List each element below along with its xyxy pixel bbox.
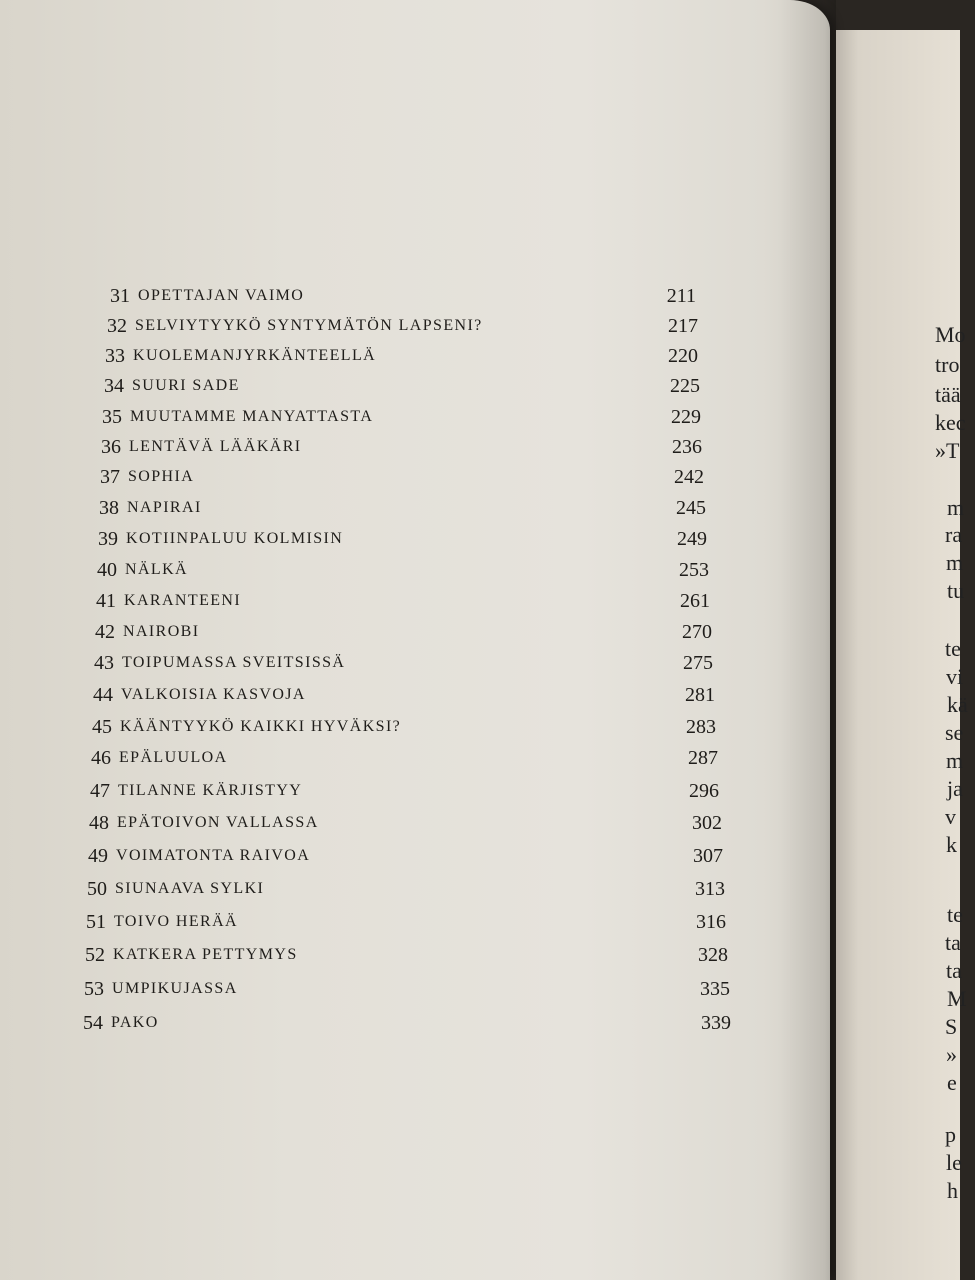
toc-entry bbox=[80, 652, 720, 682]
chapter-number: 47 bbox=[90, 780, 110, 802]
page-number: 211 bbox=[666, 285, 696, 307]
page-number: 242 bbox=[674, 466, 704, 488]
chapter-number: 49 bbox=[88, 845, 108, 867]
chapter-number: 39 bbox=[98, 528, 118, 550]
toc-entry bbox=[85, 497, 725, 527]
page-number: 245 bbox=[676, 497, 706, 519]
page-number: 287 bbox=[688, 747, 718, 769]
toc-entry bbox=[84, 528, 724, 558]
facing-page-fragment: m bbox=[947, 495, 965, 520]
chapter-title: MUUTAMME MANYATTASTA bbox=[130, 408, 374, 425]
toc-entry bbox=[79, 684, 719, 714]
chapter-title: VOIMATONTA RAIVOA bbox=[116, 847, 311, 864]
facing-page-fragment: m bbox=[946, 748, 964, 773]
chapter-number: 33 bbox=[105, 345, 125, 367]
facing-page-fragment: tu bbox=[947, 578, 965, 603]
chapter-number: 35 bbox=[102, 406, 122, 428]
toc-entry bbox=[73, 878, 725, 908]
chapter-number: 43 bbox=[94, 652, 114, 674]
toc-entry bbox=[70, 978, 730, 1008]
facing-page-fragment: te bbox=[945, 636, 961, 661]
page-number: 283 bbox=[686, 716, 716, 738]
toc-entry bbox=[86, 466, 726, 496]
page-number: 281 bbox=[685, 684, 715, 706]
chapter-title: SOPHIA bbox=[128, 468, 195, 485]
facing-page-fragment: S bbox=[945, 1014, 958, 1039]
page-number: 302 bbox=[692, 812, 722, 834]
chapter-title: KARANTEENI bbox=[124, 592, 242, 609]
chapter-number: 54 bbox=[83, 1012, 103, 1034]
toc-entry bbox=[78, 716, 718, 746]
chapter-number: 31 bbox=[110, 285, 130, 307]
page-number: 296 bbox=[689, 780, 719, 802]
page-number: 225 bbox=[670, 375, 700, 397]
facing-page-fragment: k bbox=[946, 832, 957, 857]
chapter-title: TILANNE KÄRJISTYY bbox=[118, 782, 303, 799]
chapter-title: KUOLEMANJYRKÄNTEELLÄ bbox=[133, 347, 377, 364]
toc-entry bbox=[75, 812, 722, 842]
chapter-title: EPÄLUULOA bbox=[119, 749, 228, 766]
chapter-number: 45 bbox=[92, 716, 112, 738]
chapter-title: EPÄTOIVON VALLASSA bbox=[117, 814, 319, 831]
page-number: 270 bbox=[682, 621, 712, 643]
page-number: 249 bbox=[677, 528, 707, 550]
facing-page-fragment: e bbox=[947, 1070, 957, 1095]
facing-page-fragment: h bbox=[947, 1178, 958, 1203]
facing-page-fragment: » bbox=[946, 1042, 957, 1067]
facing-page-fragment: p bbox=[945, 1122, 956, 1147]
facing-page-fragment: m bbox=[946, 550, 964, 575]
chapter-title: OPETTAJAN VAIMO bbox=[138, 287, 305, 304]
toc-entry bbox=[69, 1012, 731, 1042]
toc-entry bbox=[93, 315, 733, 345]
facing-page-fragment: kec bbox=[935, 410, 966, 435]
facing-page-fragment: Mo bbox=[935, 322, 966, 347]
toc-entry bbox=[90, 375, 730, 405]
page-number: 261 bbox=[680, 590, 710, 612]
toc-entry bbox=[77, 747, 717, 777]
chapter-number: 32 bbox=[107, 315, 127, 337]
chapter-title: KOTIINPALUU KOLMISIN bbox=[126, 530, 344, 547]
chapter-title: KÄÄNTYYKÖ KAIKKI HYVÄKSI? bbox=[120, 718, 402, 735]
chapter-number: 34 bbox=[104, 375, 124, 397]
chapter-number: 41 bbox=[96, 590, 116, 612]
chapter-title: NAIROBI bbox=[123, 623, 200, 640]
chapter-number: 42 bbox=[95, 621, 115, 643]
toc-entry bbox=[76, 780, 719, 810]
chapter-title: UMPIKUJASSA bbox=[112, 980, 238, 997]
toc-entry bbox=[88, 406, 728, 436]
page-curl-shadow bbox=[780, 0, 836, 1280]
chapter-number: 53 bbox=[84, 978, 104, 1000]
chapter-number: 46 bbox=[91, 747, 111, 769]
facing-page-fragment: te bbox=[947, 902, 963, 927]
toc-entry bbox=[96, 285, 736, 315]
facing-page-fragment: v bbox=[945, 804, 956, 829]
toc-entry bbox=[71, 944, 728, 974]
chapter-title: SIUNAAVA SYLKI bbox=[115, 880, 265, 897]
chapter-title: LENTÄVÄ LÄÄKÄRI bbox=[129, 438, 302, 455]
chapter-number: 44 bbox=[93, 684, 113, 706]
facing-page-fragment: tää bbox=[935, 382, 961, 407]
page-number: 335 bbox=[700, 978, 730, 1000]
facing-page-fragment: kä bbox=[947, 692, 968, 717]
facing-page-fragment: ta bbox=[946, 958, 962, 983]
facing-page-fragment: tro bbox=[935, 352, 960, 377]
chapter-title: TOIPUMASSA SVEITSISSÄ bbox=[122, 654, 346, 671]
chapter-title: NÄLKÄ bbox=[125, 561, 188, 578]
toc-entry bbox=[82, 590, 722, 620]
chapter-title: SELVIYTYYKÖ SYNTYMÄTÖN LAPSENI? bbox=[135, 317, 483, 334]
page-number: 339 bbox=[701, 1012, 731, 1034]
chapter-number: 37 bbox=[100, 466, 120, 488]
toc-entry bbox=[87, 436, 727, 466]
toc-entry bbox=[74, 845, 723, 875]
chapter-number: 38 bbox=[99, 497, 119, 519]
page-number: 253 bbox=[679, 559, 709, 581]
facing-page-fragment: ta bbox=[945, 930, 961, 955]
page-number: 313 bbox=[695, 878, 725, 900]
chapter-number: 51 bbox=[86, 911, 106, 933]
page-number: 275 bbox=[683, 652, 713, 674]
chapter-number: 40 bbox=[97, 559, 117, 581]
facing-page-fragment: le bbox=[946, 1150, 962, 1175]
chapter-number: 48 bbox=[89, 812, 109, 834]
chapter-title: VALKOISIA KASVOJA bbox=[121, 686, 306, 703]
facing-page-fragment: se bbox=[945, 720, 964, 745]
page-number: 229 bbox=[671, 406, 701, 428]
toc-entry bbox=[91, 345, 731, 375]
chapter-number: 50 bbox=[87, 878, 107, 900]
page-number: 307 bbox=[693, 845, 723, 867]
page-number: 220 bbox=[668, 345, 698, 367]
facing-page-fragment: vi bbox=[946, 664, 964, 689]
facing-page-text bbox=[935, 0, 975, 1280]
facing-page-fragment: M bbox=[947, 986, 967, 1011]
toc-entry bbox=[83, 559, 723, 589]
chapter-title: NAPIRAI bbox=[127, 499, 202, 516]
facing-page-fragment: ja bbox=[947, 776, 963, 801]
chapter-number: 52 bbox=[85, 944, 105, 966]
page-number: 236 bbox=[672, 436, 702, 458]
chapter-title: TOIVO HERÄÄ bbox=[114, 913, 238, 930]
page-number: 316 bbox=[696, 911, 726, 933]
toc-entry bbox=[72, 911, 726, 941]
facing-page-fragment: »T bbox=[935, 438, 960, 463]
chapter-number: 36 bbox=[101, 436, 121, 458]
chapter-title: SUURI SADE bbox=[132, 377, 240, 394]
chapter-title: PAKO bbox=[111, 1014, 159, 1031]
toc-entry bbox=[81, 621, 721, 651]
page-number: 217 bbox=[668, 315, 698, 337]
facing-page-fragment: ra bbox=[945, 522, 963, 547]
page-number: 328 bbox=[698, 944, 728, 966]
chapter-title: KATKERA PETTYMYS bbox=[113, 946, 298, 963]
